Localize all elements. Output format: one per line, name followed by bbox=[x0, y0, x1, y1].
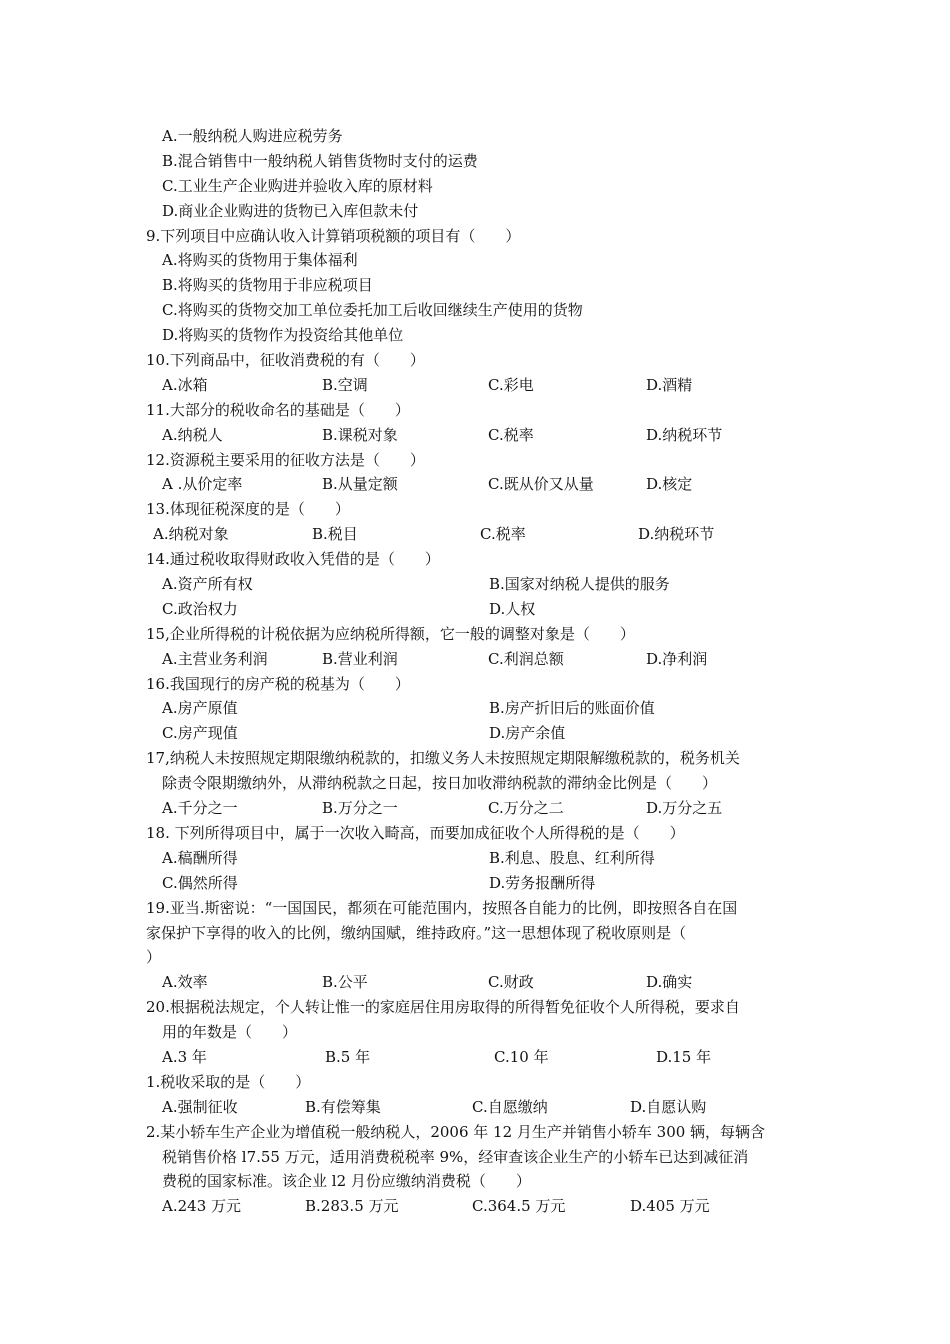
option-choice: A .从价定率 bbox=[162, 475, 243, 494]
option-choice: B.从量定额 bbox=[322, 475, 398, 494]
option-row bbox=[0, 796, 950, 821]
option-row bbox=[0, 1194, 950, 1219]
option-choice: A.稿酬所得 bbox=[162, 848, 238, 867]
question-line: 9.下列项目中应确认收入计算销项税额的项目有（ ） bbox=[146, 226, 521, 245]
option-choice: B.有偿筹集 bbox=[305, 1097, 381, 1116]
option-choice: C.政治权力 bbox=[162, 599, 238, 618]
question-line: 费税的国家标准。该企业 l2 月份应缴纳消费税（ ） bbox=[162, 1172, 531, 1191]
option-row bbox=[0, 423, 950, 448]
question-line: 用的年数是（ ） bbox=[162, 1023, 298, 1042]
option-choice: C.既从价又从量 bbox=[488, 475, 594, 494]
option-choice: B.营业利润 bbox=[322, 649, 398, 668]
option-choice: C.万分之二 bbox=[488, 799, 564, 818]
option-choice: C.利润总额 bbox=[488, 649, 564, 668]
option-choice: D.纳税环节 bbox=[638, 525, 715, 544]
option-choice: C.彩电 bbox=[488, 375, 534, 394]
option-choice: D.确实 bbox=[646, 973, 693, 992]
option-choice: C.财政 bbox=[488, 973, 534, 992]
option-choice: B.税目 bbox=[312, 525, 358, 544]
option-row bbox=[0, 472, 950, 497]
option-row bbox=[0, 373, 950, 398]
question-line: 税销售价格 l7.55 万元，适用消费税税率 9%，经审查该企业生产的小轿车已达到减征消 bbox=[162, 1147, 749, 1166]
option-choice: A.纳税对象 bbox=[153, 525, 229, 544]
option-line: D.将购买的货物作为投资给其他单位 bbox=[162, 326, 404, 345]
option-choice: C.房产现值 bbox=[162, 724, 238, 743]
option-choice: D.自愿认购 bbox=[630, 1097, 707, 1116]
option-choice: D.万分之五 bbox=[646, 799, 723, 818]
question-list bbox=[0, 124, 950, 1219]
option-choice: A.主营业务利润 bbox=[162, 649, 268, 668]
option-choice: D.405 万元 bbox=[630, 1197, 710, 1216]
option-line: C.将购买的货物交加工单位委托加工后收回继续生产使用的货物 bbox=[162, 301, 583, 320]
option-choice: B.利息、股息、红利所得 bbox=[489, 848, 655, 867]
option-choice: A.房产原值 bbox=[162, 699, 238, 718]
option-choice: A.资产所有权 bbox=[162, 575, 253, 594]
option-line: B.混合销售中一般纳税人销售货物时支付的运费 bbox=[162, 151, 478, 170]
option-choice: D.核定 bbox=[646, 475, 693, 494]
question-line: 1.税收采取的是（ ） bbox=[146, 1072, 311, 1091]
question-line: 17,纳税人未按照规定期限缴纳税款的，扣缴义务人未按照规定期限解缴税款的，税务机关 bbox=[146, 749, 740, 768]
option-choice: B.公平 bbox=[322, 973, 368, 992]
option-line: A.将购买的货物用于集体福利 bbox=[162, 251, 358, 270]
option-choice: B.万分之一 bbox=[322, 799, 398, 818]
option-choice: D.净利润 bbox=[646, 649, 708, 668]
question-line: 16.我国现行的房产税的税基为（ ） bbox=[146, 674, 410, 693]
option-choice: D.酒精 bbox=[646, 375, 693, 394]
option-choice: C.10 年 bbox=[494, 1047, 549, 1066]
option-row bbox=[0, 696, 950, 721]
option-choice: A.纳税人 bbox=[162, 425, 223, 444]
question-line: 20.根据税法规定，个人转让惟一的家庭居住用房取得的所得暂免征收个人所得税，要求自 bbox=[146, 998, 740, 1017]
option-row bbox=[0, 647, 950, 672]
option-line: C.工业生产企业购进并验收入库的原材料 bbox=[162, 176, 433, 195]
option-line: D.商业企业购进的货物已入库但款未付 bbox=[162, 201, 419, 220]
question-line: 家保护下享得的收入的比例，缴纳国赋，维持政府。”这一思想体现了税收原则是（ bbox=[146, 923, 687, 942]
option-row bbox=[0, 721, 950, 746]
option-choice: C.偶然所得 bbox=[162, 873, 238, 892]
option-row bbox=[0, 597, 950, 622]
question-line: 2.某小轿车生产企业为增值税一般纳税人，2006 年 12 月生产并销售小轿车 300 辆，每辆含 bbox=[146, 1122, 766, 1141]
option-row bbox=[0, 871, 950, 896]
option-choice: D.房产余值 bbox=[489, 724, 566, 743]
option-row bbox=[0, 1045, 950, 1070]
option-choice: B.5 年 bbox=[325, 1047, 371, 1066]
option-row bbox=[0, 522, 950, 547]
option-choice: B.283.5 万元 bbox=[305, 1197, 399, 1216]
question-line: 19.亚当.斯密说：“一国国民，都须在可能范围内，按照各自能力的比例，即按照各自在国 bbox=[146, 898, 738, 917]
option-choice: C.税率 bbox=[480, 525, 526, 544]
question-line: 10.下列商品中，征收消费税的有（ ） bbox=[146, 351, 425, 370]
option-row bbox=[0, 970, 950, 995]
option-choice: A.千分之一 bbox=[162, 799, 238, 818]
option-choice: D.劳务报酬所得 bbox=[489, 873, 596, 892]
option-choice: D.15 年 bbox=[656, 1047, 712, 1066]
option-choice: D.纳税环节 bbox=[646, 425, 723, 444]
question-line: ） bbox=[146, 948, 162, 967]
option-choice: B.空调 bbox=[322, 375, 368, 394]
question-line: 11.大部分的税收命名的基础是（ ） bbox=[146, 400, 410, 419]
option-choice: A.强制征收 bbox=[162, 1097, 238, 1116]
option-choice: B.课税对象 bbox=[322, 425, 398, 444]
question-line: 13.体现征税深度的是（ ） bbox=[146, 500, 350, 519]
question-line: 12.资源税主要采用的征收方法是（ ） bbox=[146, 450, 425, 469]
option-choice: A.3 年 bbox=[162, 1047, 207, 1066]
option-choice: A.冰箱 bbox=[162, 375, 208, 394]
option-choice: C.364.5 万元 bbox=[472, 1197, 566, 1216]
option-line: A.一般纳税人购进应税劳务 bbox=[162, 127, 343, 145]
option-row bbox=[0, 572, 950, 597]
option-row bbox=[0, 846, 950, 871]
option-choice: C.税率 bbox=[488, 425, 534, 444]
option-choice: C.自愿缴纳 bbox=[472, 1097, 548, 1116]
option-choice: B.房产折旧后的账面价值 bbox=[489, 699, 655, 718]
option-choice: B.国家对纳税人提供的服务 bbox=[489, 575, 670, 594]
question-line: 15,企业所得税的计税依据为应纳税所得额，它一般的调整对象是（ ） bbox=[146, 624, 635, 643]
option-choice: D.人权 bbox=[489, 599, 536, 618]
option-choice: A.243 万元 bbox=[162, 1197, 241, 1216]
question-line: 除责令限期缴纳外，从滞纳税款之日起，按日加收滞纳税款的滞纳金比例是（ ） bbox=[162, 774, 718, 793]
option-line: B.将购买的货物用于非应税项目 bbox=[162, 276, 373, 295]
option-choice: A.效率 bbox=[162, 973, 208, 992]
option-row bbox=[0, 1095, 950, 1120]
question-line: 14.通过税收取得财政收入凭借的是（ ） bbox=[146, 550, 440, 569]
question-line: 18. 下列所得项目中，属于一次收入畸高，而要加成征收个人所得税的是（ ） bbox=[146, 823, 685, 842]
